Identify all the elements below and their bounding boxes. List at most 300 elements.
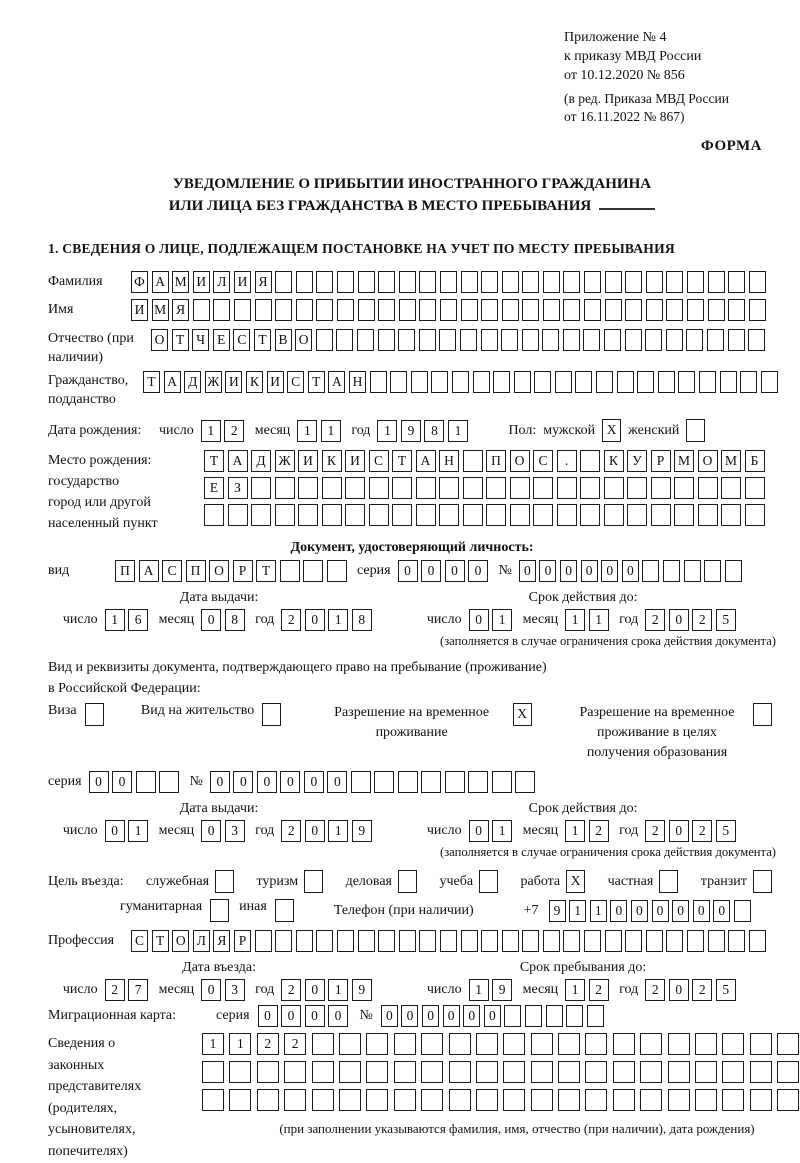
- form-cell[interactable]: [213, 299, 230, 321]
- form-cell[interactable]: [646, 930, 663, 952]
- form-cell[interactable]: А: [152, 271, 169, 293]
- form-cell[interactable]: [502, 271, 519, 293]
- form-cell[interactable]: [316, 299, 333, 321]
- form-cell[interactable]: [687, 271, 704, 293]
- form-cell[interactable]: [298, 504, 318, 526]
- form-cell[interactable]: С: [369, 450, 389, 472]
- form-cell[interactable]: [316, 329, 333, 351]
- form-cell[interactable]: X: [513, 703, 532, 726]
- birth-day-cells[interactable]: [201, 420, 248, 442]
- form-cell[interactable]: 0: [105, 820, 125, 842]
- form-cell[interactable]: [351, 771, 371, 793]
- form-cell[interactable]: [275, 899, 294, 922]
- form-cell[interactable]: .: [557, 450, 577, 472]
- form-cell[interactable]: И: [225, 371, 242, 393]
- form-cell[interactable]: [734, 900, 751, 922]
- form-cell[interactable]: 0: [422, 1005, 439, 1027]
- form-cell[interactable]: [640, 1033, 662, 1055]
- form-cell[interactable]: [686, 329, 703, 351]
- form-cell[interactable]: [316, 271, 333, 293]
- form-cell[interactable]: [284, 1089, 306, 1111]
- form-cell[interactable]: Т: [392, 450, 412, 472]
- form-cell[interactable]: 0: [201, 820, 221, 842]
- form-cell[interactable]: [419, 329, 436, 351]
- form-cell[interactable]: [493, 371, 510, 393]
- form-cell[interactable]: [740, 371, 757, 393]
- form-cell[interactable]: 0: [484, 1005, 501, 1027]
- migration-number-cells[interactable]: [381, 1005, 608, 1027]
- form-cell[interactable]: 0: [304, 771, 324, 793]
- form-cell[interactable]: 0: [201, 609, 221, 631]
- form-cell[interactable]: [749, 930, 766, 952]
- form-cell[interactable]: [345, 504, 365, 526]
- form-cell[interactable]: [584, 299, 601, 321]
- form-cell[interactable]: [728, 930, 745, 952]
- identity-expiry-month-cells[interactable]: [565, 609, 612, 631]
- form-cell[interactable]: А: [328, 371, 345, 393]
- form-cell[interactable]: Р: [234, 930, 251, 952]
- form-cell[interactable]: К: [322, 450, 342, 472]
- form-cell[interactable]: [303, 560, 323, 582]
- form-cell[interactable]: 8: [225, 609, 245, 631]
- option-temp-residence-education-checkbox[interactable]: [753, 703, 772, 726]
- form-cell[interactable]: 0: [233, 771, 253, 793]
- form-cell[interactable]: 1: [229, 1033, 251, 1055]
- residence-doc-number-cells[interactable]: [210, 771, 539, 793]
- form-cell[interactable]: М: [674, 450, 694, 472]
- form-cell[interactable]: [296, 930, 313, 952]
- form-cell[interactable]: О: [209, 560, 229, 582]
- form-cell[interactable]: 0: [401, 1005, 418, 1027]
- citizenship-cells[interactable]: [143, 371, 781, 393]
- form-cell[interactable]: П: [186, 560, 206, 582]
- form-cell[interactable]: [476, 1061, 498, 1083]
- form-cell[interactable]: [502, 930, 519, 952]
- purpose-work-checkbox[interactable]: [566, 870, 585, 893]
- form-cell[interactable]: [460, 329, 477, 351]
- form-cell[interactable]: [193, 299, 210, 321]
- form-cell[interactable]: 0: [669, 979, 689, 1001]
- form-cell[interactable]: [584, 930, 601, 952]
- form-cell[interactable]: [674, 504, 694, 526]
- form-cell[interactable]: 1: [377, 420, 397, 442]
- form-cell[interactable]: [604, 504, 624, 526]
- form-cell[interactable]: [202, 1089, 224, 1111]
- form-cell[interactable]: [481, 299, 498, 321]
- form-cell[interactable]: П: [486, 450, 506, 472]
- birth-month-cells[interactable]: [297, 420, 344, 442]
- form-cell[interactable]: П: [115, 560, 135, 582]
- form-cell[interactable]: [642, 560, 659, 582]
- form-cell[interactable]: Ч: [192, 329, 209, 351]
- sex-female-checkbox[interactable]: [686, 419, 705, 442]
- form-cell[interactable]: [651, 477, 671, 499]
- form-cell[interactable]: [668, 1033, 690, 1055]
- form-cell[interactable]: [339, 1089, 361, 1111]
- form-cell[interactable]: [419, 271, 436, 293]
- form-cell[interactable]: [563, 930, 580, 952]
- form-cell[interactable]: [419, 299, 436, 321]
- form-cell[interactable]: 2: [692, 820, 712, 842]
- form-cell[interactable]: [284, 1061, 306, 1083]
- form-cell[interactable]: [604, 477, 624, 499]
- identity-doc-series-cells[interactable]: [398, 560, 492, 582]
- form-cell[interactable]: [503, 1089, 525, 1111]
- form-cell[interactable]: [421, 771, 441, 793]
- form-cell[interactable]: [366, 1089, 388, 1111]
- form-cell[interactable]: [234, 299, 251, 321]
- form-cell[interactable]: [584, 271, 601, 293]
- form-cell[interactable]: [668, 1061, 690, 1083]
- form-cell[interactable]: Т: [254, 329, 271, 351]
- form-cell[interactable]: [668, 1089, 690, 1111]
- form-cell[interactable]: [398, 870, 417, 893]
- identity-doc-kind-cells[interactable]: [115, 560, 350, 582]
- profession-cells[interactable]: [131, 930, 769, 952]
- form-cell[interactable]: [613, 1061, 635, 1083]
- form-cell[interactable]: 0: [713, 900, 730, 922]
- form-cell[interactable]: [374, 771, 394, 793]
- form-cell[interactable]: [687, 930, 704, 952]
- form-cell[interactable]: [394, 1089, 416, 1111]
- form-cell[interactable]: Т: [204, 450, 224, 472]
- form-cell[interactable]: [440, 271, 457, 293]
- form-cell[interactable]: [558, 1033, 580, 1055]
- form-cell[interactable]: О: [510, 450, 530, 472]
- form-cell[interactable]: [304, 870, 323, 893]
- form-cell[interactable]: 5: [716, 820, 736, 842]
- form-cell[interactable]: [358, 930, 375, 952]
- stay-day-cells[interactable]: [469, 979, 516, 1001]
- form-cell[interactable]: Б: [745, 450, 765, 472]
- form-cell[interactable]: 1: [565, 820, 585, 842]
- form-cell[interactable]: 2: [257, 1033, 279, 1055]
- form-cell[interactable]: [666, 329, 683, 351]
- form-cell[interactable]: [463, 504, 483, 526]
- form-cell[interactable]: [358, 271, 375, 293]
- form-cell[interactable]: [503, 1061, 525, 1083]
- residence-expiry-day-cells[interactable]: [469, 820, 516, 842]
- form-cell[interactable]: [251, 504, 271, 526]
- form-cell[interactable]: 2: [589, 820, 609, 842]
- form-cell[interactable]: И: [298, 450, 318, 472]
- form-cell[interactable]: 1: [201, 420, 221, 442]
- form-cell[interactable]: Я: [255, 271, 272, 293]
- form-cell[interactable]: [357, 329, 374, 351]
- identity-issue-year-cells[interactable]: [281, 609, 375, 631]
- form-cell[interactable]: [604, 329, 621, 351]
- birth-place-row2-cells[interactable]: [204, 477, 768, 499]
- form-cell[interactable]: М: [172, 271, 189, 293]
- form-cell[interactable]: [753, 703, 772, 726]
- form-cell[interactable]: 1: [565, 979, 585, 1001]
- form-cell[interactable]: [546, 1005, 563, 1027]
- form-cell[interactable]: 1: [328, 820, 348, 842]
- option-temp-residence-checkbox[interactable]: [513, 703, 532, 726]
- form-cell[interactable]: [419, 930, 436, 952]
- form-cell[interactable]: 1: [469, 979, 489, 1001]
- form-cell[interactable]: [646, 299, 663, 321]
- residence-issue-month-cells[interactable]: [201, 820, 248, 842]
- form-cell[interactable]: 9: [352, 820, 372, 842]
- form-cell[interactable]: 2: [105, 979, 125, 1001]
- form-cell[interactable]: [337, 271, 354, 293]
- form-cell[interactable]: [580, 504, 600, 526]
- form-cell[interactable]: [476, 1033, 498, 1055]
- form-cell[interactable]: [390, 371, 407, 393]
- form-cell[interactable]: [613, 1033, 635, 1055]
- purpose-humanitarian-checkbox[interactable]: [210, 899, 229, 922]
- form-cell[interactable]: 0: [258, 1005, 278, 1027]
- form-cell[interactable]: [563, 271, 580, 293]
- form-cell[interactable]: 0: [327, 771, 347, 793]
- form-cell[interactable]: 1: [589, 609, 609, 631]
- form-cell[interactable]: [698, 504, 718, 526]
- form-cell[interactable]: Я: [213, 930, 230, 952]
- form-cell[interactable]: [394, 1061, 416, 1083]
- form-cell[interactable]: [251, 477, 271, 499]
- form-cell[interactable]: [563, 299, 580, 321]
- form-cell[interactable]: [481, 271, 498, 293]
- form-cell[interactable]: [583, 329, 600, 351]
- form-cell[interactable]: [750, 1033, 772, 1055]
- form-cell[interactable]: [627, 477, 647, 499]
- form-cell[interactable]: [421, 1089, 443, 1111]
- form-cell[interactable]: [358, 299, 375, 321]
- form-cell[interactable]: [777, 1089, 799, 1111]
- form-cell[interactable]: [543, 299, 560, 321]
- form-cell[interactable]: С: [233, 329, 250, 351]
- form-cell[interactable]: [605, 271, 622, 293]
- form-cell[interactable]: [398, 771, 418, 793]
- form-cell[interactable]: [580, 477, 600, 499]
- form-cell[interactable]: Р: [651, 450, 671, 472]
- form-cell[interactable]: 0: [280, 771, 300, 793]
- form-cell[interactable]: [533, 477, 553, 499]
- birth-place-row3-cells[interactable]: [204, 504, 768, 526]
- form-cell[interactable]: 6: [128, 609, 148, 631]
- form-cell[interactable]: [605, 299, 622, 321]
- form-cell[interactable]: 2: [281, 609, 301, 631]
- form-cell[interactable]: [312, 1061, 334, 1083]
- form-cell[interactable]: [449, 1089, 471, 1111]
- form-cell[interactable]: [698, 477, 718, 499]
- form-cell[interactable]: [745, 477, 765, 499]
- form-cell[interactable]: [312, 1089, 334, 1111]
- form-cell[interactable]: А: [139, 560, 159, 582]
- form-cell[interactable]: [369, 477, 389, 499]
- form-cell[interactable]: [345, 477, 365, 499]
- residence-issue-day-cells[interactable]: [105, 820, 152, 842]
- form-cell[interactable]: [761, 371, 778, 393]
- form-cell[interactable]: 0: [89, 771, 109, 793]
- form-cell[interactable]: 0: [421, 560, 441, 582]
- form-cell[interactable]: [558, 1089, 580, 1111]
- form-cell[interactable]: [296, 271, 313, 293]
- form-cell[interactable]: 2: [589, 979, 609, 1001]
- form-cell[interactable]: [587, 1005, 604, 1027]
- identity-expiry-day-cells[interactable]: [469, 609, 516, 631]
- residence-expiry-month-cells[interactable]: [565, 820, 612, 842]
- form-cell[interactable]: 3: [225, 979, 245, 1001]
- form-cell[interactable]: [275, 477, 295, 499]
- form-cell[interactable]: [257, 1061, 279, 1083]
- form-cell[interactable]: [557, 477, 577, 499]
- form-cell[interactable]: [492, 771, 512, 793]
- form-cell[interactable]: [392, 477, 412, 499]
- form-cell[interactable]: [136, 771, 156, 793]
- form-cell[interactable]: [531, 1033, 553, 1055]
- form-cell[interactable]: [678, 371, 695, 393]
- form-cell[interactable]: 2: [645, 820, 665, 842]
- form-cell[interactable]: И: [345, 450, 365, 472]
- form-cell[interactable]: [605, 930, 622, 952]
- form-cell[interactable]: [421, 1061, 443, 1083]
- purpose-business-checkbox[interactable]: [398, 870, 417, 893]
- form-cell[interactable]: 2: [692, 979, 712, 1001]
- form-cell[interactable]: [695, 1061, 717, 1083]
- form-cell[interactable]: [531, 1061, 553, 1083]
- form-cell[interactable]: [481, 329, 498, 351]
- form-cell[interactable]: 0: [693, 900, 710, 922]
- purpose-study-checkbox[interactable]: [479, 870, 498, 893]
- form-cell[interactable]: [566, 1005, 583, 1027]
- form-cell[interactable]: [463, 477, 483, 499]
- form-cell[interactable]: [378, 299, 395, 321]
- representatives-row3-cells[interactable]: [202, 1089, 800, 1111]
- form-cell[interactable]: [663, 560, 680, 582]
- form-cell[interactable]: [439, 329, 456, 351]
- patronymic-cells[interactable]: [151, 329, 769, 351]
- form-cell[interactable]: [666, 299, 683, 321]
- option-visa-checkbox[interactable]: [85, 703, 104, 726]
- form-cell[interactable]: [298, 477, 318, 499]
- form-cell[interactable]: М: [721, 450, 741, 472]
- form-cell[interactable]: К: [246, 371, 263, 393]
- form-cell[interactable]: [215, 870, 234, 893]
- purpose-tourism-checkbox[interactable]: [304, 870, 323, 893]
- form-cell[interactable]: [275, 930, 292, 952]
- form-cell[interactable]: [640, 1061, 662, 1083]
- form-cell[interactable]: [501, 329, 518, 351]
- form-cell[interactable]: [486, 477, 506, 499]
- form-cell[interactable]: О: [295, 329, 312, 351]
- form-cell[interactable]: [722, 1061, 744, 1083]
- form-cell[interactable]: [750, 1061, 772, 1083]
- form-cell[interactable]: [327, 560, 347, 582]
- form-cell[interactable]: 2: [645, 979, 665, 1001]
- form-cell[interactable]: [749, 271, 766, 293]
- form-cell[interactable]: Н: [439, 450, 459, 472]
- form-cell[interactable]: 0: [443, 1005, 460, 1027]
- form-cell[interactable]: [728, 329, 745, 351]
- form-cell[interactable]: [725, 560, 742, 582]
- form-cell[interactable]: И: [267, 371, 284, 393]
- form-cell[interactable]: [580, 450, 600, 472]
- phone-cells[interactable]: [549, 900, 755, 922]
- form-cell[interactable]: [684, 560, 701, 582]
- form-cell[interactable]: [399, 271, 416, 293]
- form-cell[interactable]: А: [164, 371, 181, 393]
- form-cell[interactable]: [473, 371, 490, 393]
- representatives-row1-cells[interactable]: [202, 1033, 800, 1055]
- purpose-transit-checkbox[interactable]: [753, 870, 772, 893]
- form-cell[interactable]: [262, 703, 281, 726]
- form-cell[interactable]: Т: [143, 371, 160, 393]
- form-cell[interactable]: [416, 477, 436, 499]
- form-cell[interactable]: [777, 1061, 799, 1083]
- form-cell[interactable]: 0: [672, 900, 689, 922]
- form-cell[interactable]: 0: [463, 1005, 480, 1027]
- form-cell[interactable]: [515, 771, 535, 793]
- form-cell[interactable]: Д: [251, 450, 271, 472]
- form-cell[interactable]: [666, 271, 683, 293]
- form-cell[interactable]: 5: [716, 609, 736, 631]
- form-cell[interactable]: [452, 371, 469, 393]
- form-cell[interactable]: [394, 1033, 416, 1055]
- form-cell[interactable]: [708, 930, 725, 952]
- form-cell[interactable]: [202, 1061, 224, 1083]
- form-cell[interactable]: [522, 329, 539, 351]
- form-cell[interactable]: 1: [492, 820, 512, 842]
- form-cell[interactable]: X: [566, 870, 585, 893]
- birth-year-cells[interactable]: [377, 420, 471, 442]
- form-cell[interactable]: 0: [622, 560, 639, 582]
- form-cell[interactable]: 0: [201, 979, 221, 1001]
- form-cell[interactable]: 1: [565, 609, 585, 631]
- form-cell[interactable]: [646, 271, 663, 293]
- form-cell[interactable]: 5: [716, 979, 736, 1001]
- form-cell[interactable]: 0: [469, 609, 489, 631]
- form-cell[interactable]: 0: [210, 771, 230, 793]
- form-cell[interactable]: С: [162, 560, 182, 582]
- identity-issue-month-cells[interactable]: [201, 609, 248, 631]
- form-cell[interactable]: [504, 1005, 521, 1027]
- given-name-cells[interactable]: [131, 299, 769, 321]
- form-cell[interactable]: [229, 1061, 251, 1083]
- form-cell[interactable]: 0: [305, 979, 325, 1001]
- form-cell[interactable]: 1: [202, 1033, 224, 1055]
- form-cell[interactable]: 0: [601, 560, 618, 582]
- form-cell[interactable]: С: [533, 450, 553, 472]
- form-cell[interactable]: [411, 371, 428, 393]
- form-cell[interactable]: 0: [381, 1005, 398, 1027]
- form-cell[interactable]: [510, 504, 530, 526]
- form-cell[interactable]: 0: [281, 1005, 301, 1027]
- form-cell[interactable]: [449, 1061, 471, 1083]
- form-cell[interactable]: [728, 299, 745, 321]
- form-cell[interactable]: [625, 271, 642, 293]
- form-cell[interactable]: У: [627, 450, 647, 472]
- form-cell[interactable]: [753, 870, 772, 893]
- form-cell[interactable]: Т: [256, 560, 276, 582]
- form-cell[interactable]: [721, 504, 741, 526]
- surname-cells[interactable]: [131, 271, 769, 293]
- form-cell[interactable]: [722, 1089, 744, 1111]
- form-cell[interactable]: Н: [349, 371, 366, 393]
- form-cell[interactable]: [750, 1089, 772, 1111]
- form-cell[interactable]: [542, 329, 559, 351]
- form-cell[interactable]: [337, 930, 354, 952]
- form-cell[interactable]: [585, 1061, 607, 1083]
- form-cell[interactable]: [555, 371, 572, 393]
- form-cell[interactable]: [625, 299, 642, 321]
- form-cell[interactable]: 1: [328, 609, 348, 631]
- form-cell[interactable]: [728, 271, 745, 293]
- form-cell[interactable]: [707, 329, 724, 351]
- form-cell[interactable]: [543, 271, 560, 293]
- form-cell[interactable]: 1: [105, 609, 125, 631]
